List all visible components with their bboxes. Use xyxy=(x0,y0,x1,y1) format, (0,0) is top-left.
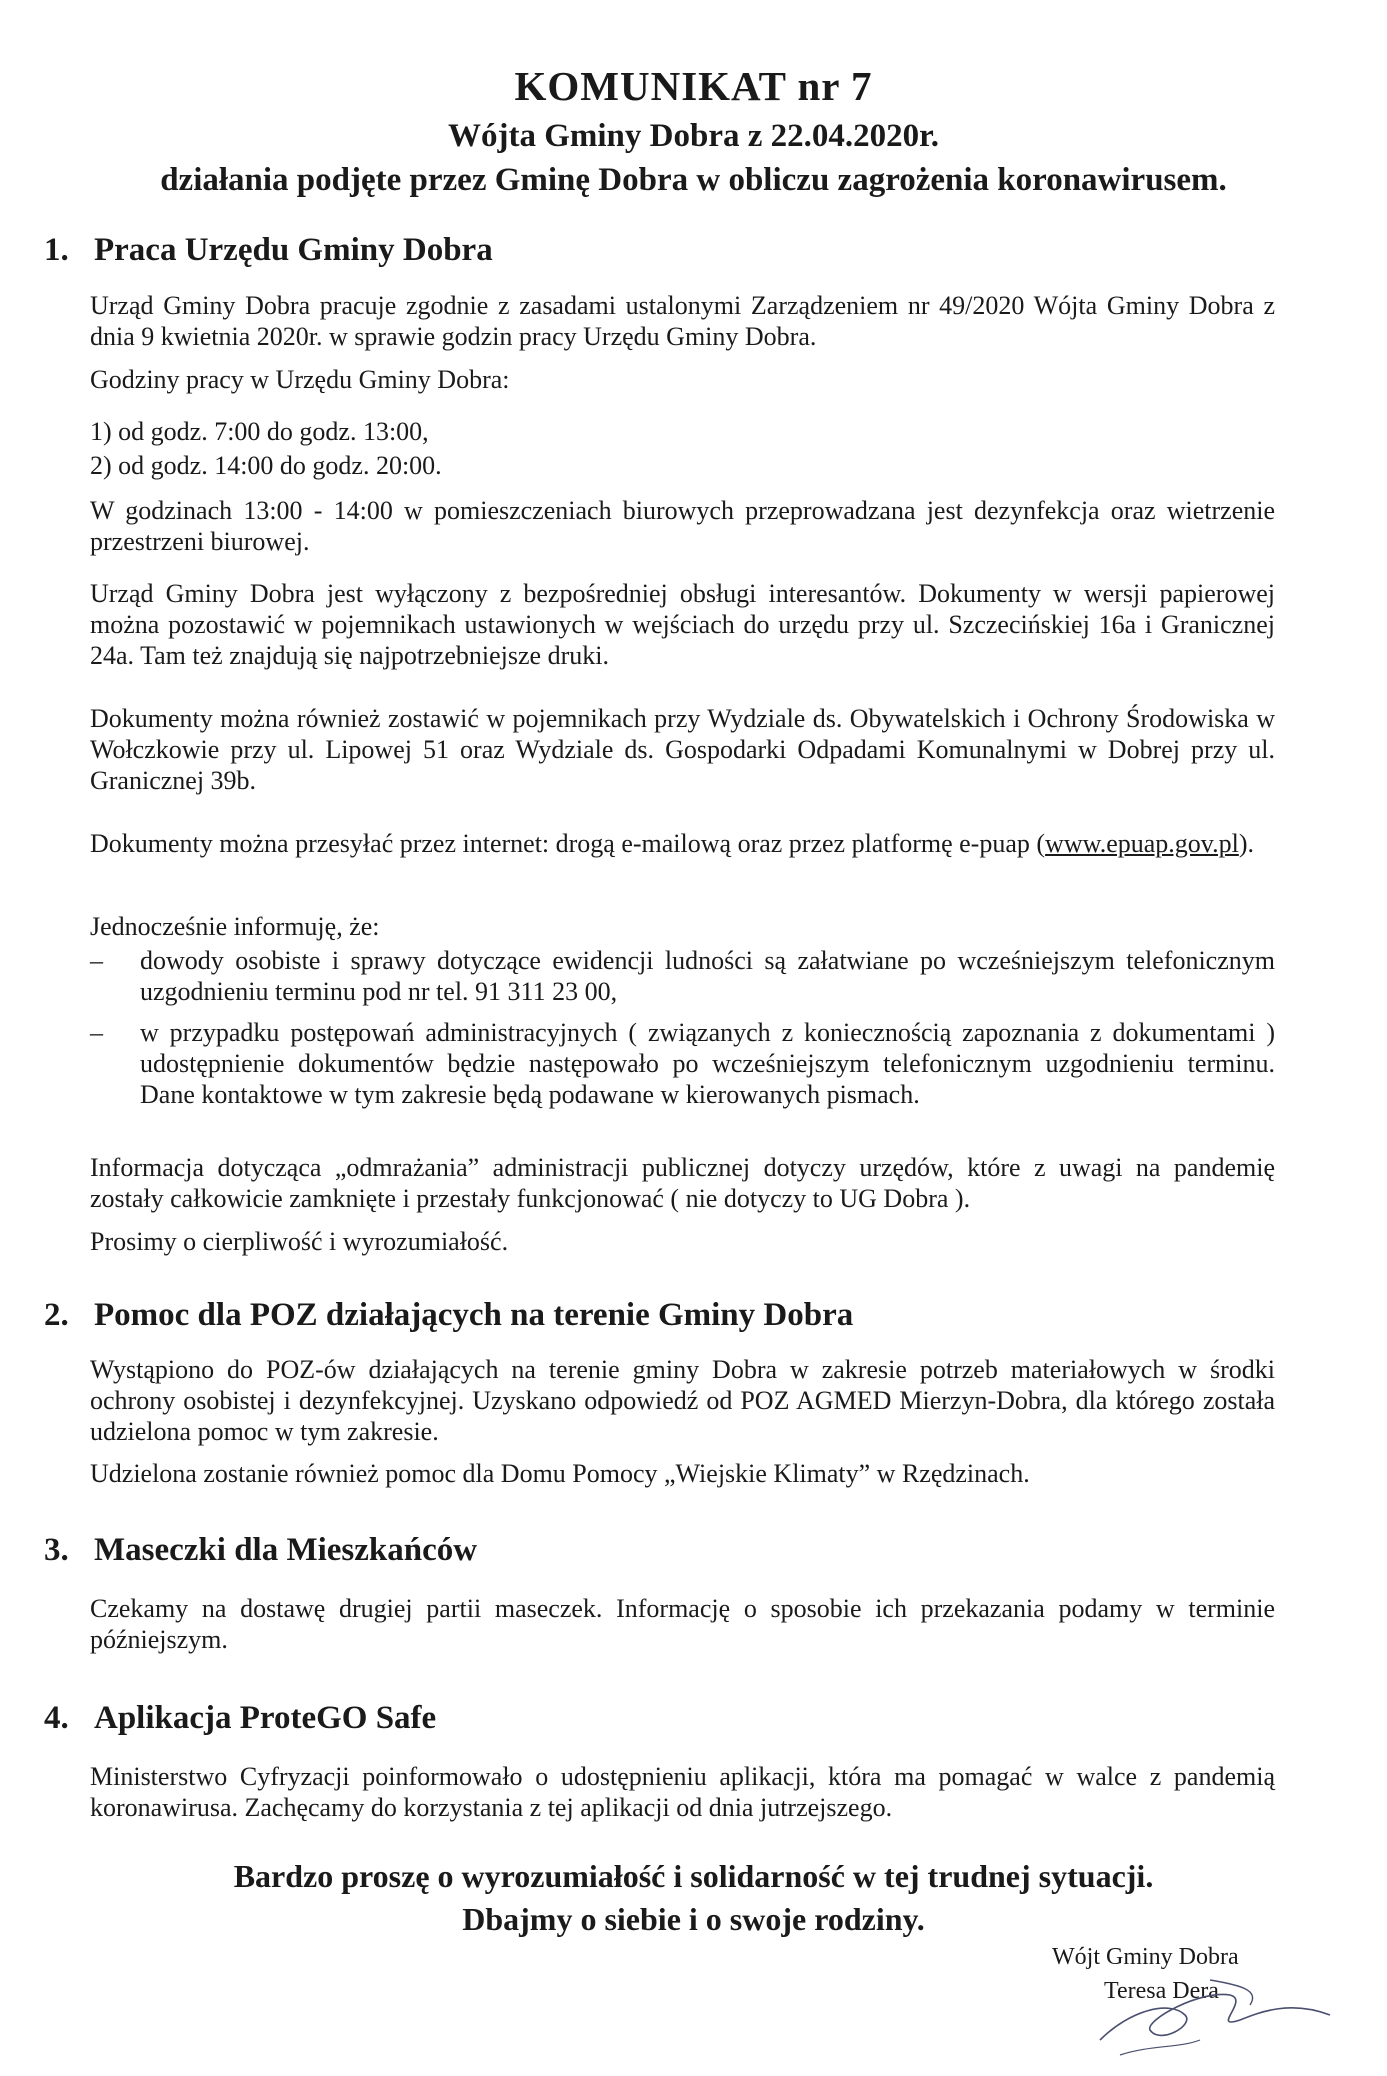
section-title: Maseczki dla Mieszkańców xyxy=(94,1532,478,1568)
section-2-body-2: Udzielona zostanie również pomoc dla Domu Pomocy „Wiejskie Klimaty” w Rzędzinach. xyxy=(90,1459,1030,1488)
section-title: Pomoc dla POZ działających na terenie Gminy Dobra xyxy=(94,1297,854,1333)
section-4-heading xyxy=(44,1700,436,1737)
disinfection-paragraph: W godzinach 13:00 - 14:00 w pomieszczeniach biurowych przeprowadzana jest dezynfekcja oraz wietrzenie przestrzeni biurowej. xyxy=(90,496,1275,556)
hours-label: Godziny pracy w Urzędu Gminy Dobra: xyxy=(90,365,510,394)
section-title: Aplikacja ProteGO Safe xyxy=(94,1700,437,1736)
list-item-text: dowody osobiste i sprawy dotyczące ewidencji ludności są załatwiane po wcześniejszym telefonicznym uzgodnieniu terminu pod nr tel. 91 311 23 00, xyxy=(140,946,1275,1006)
internet-text-end: ). xyxy=(1238,829,1254,858)
signature-role: Wójt Gminy Dobra xyxy=(1052,1944,1239,1970)
dash-bullet: – xyxy=(90,946,103,975)
section-3-body: Czekamy na dostawę drugiej partii maseczek. Informację o sposobie ich przekazania podamy w terminie późniejszym. xyxy=(90,1594,1275,1654)
section-number: 2. xyxy=(44,1297,69,1333)
list-item xyxy=(90,945,1275,1007)
handwritten-signature xyxy=(1090,1960,1360,2060)
section-1-intro: Urząd Gminy Dobra pracuje zgodnie z zasadami ustalonymi Zarządzeniem nr 49/2020 Wójta Gminy Dobra z dnia 9 kwietnia 2020r. w sprawie godzin pracy Urzędu Gminy Dobra. xyxy=(90,291,1275,351)
section-3-heading xyxy=(44,1532,477,1569)
inform-label: Jednocześnie informuję, że: xyxy=(90,912,380,941)
section-2-heading xyxy=(44,1297,853,1334)
hours-line-2: 2) od godz. 14:00 do godz. 20:00. xyxy=(90,451,442,480)
section-number: 1. xyxy=(44,232,69,268)
section-number: 4. xyxy=(44,1700,69,1736)
list-item-text: w przypadku postępowań administracyjnych ( związanych z koniecznością zapoznania z dokumentami ) udostępnienie dokumentów będzie następowało po wcześniejszym telefonicznym uzgodnieniu terminu. Dane kontaktowe w tym zakresie będą podawane w kierowanych pismach. xyxy=(140,1018,1275,1109)
hours-line-1: 1) od godz. 7:00 do godz. 13:00, xyxy=(90,417,429,446)
signature-name: Teresa Dera xyxy=(1104,1978,1219,2004)
patience-line: Prosimy o cierpliwość i wyrozumiałość. xyxy=(90,1227,509,1256)
internet-text: Dokumenty można przesyłać przez internet: drogą e-mailową oraz przez platformę e-puap ( xyxy=(90,829,1046,858)
no-service-paragraph: Urząd Gminy Dobra jest wyłączony z bezpośredniej obsługi interesantów. Dokumenty w wersji papierowej można pozostawić w pojemnikach ustawionych w wejściach do urzędu przy ul. Szczecińskiej 16a i Granicznej 24a. Tam też znajdują się najpotrzebniejsze druki. xyxy=(90,579,1275,670)
closing-line-1: Bardzo proszę o wyrozumiałość i solidarność w tej trudnej sytuacji. xyxy=(233,1858,1154,1894)
closing-line-2: Dbajmy o siebie i o swoje rodziny. xyxy=(462,1901,925,1937)
section-title: Praca Urzędu Gminy Dobra xyxy=(94,232,493,268)
list-item xyxy=(90,1017,1275,1110)
document-subtitle: Wójta Gminy Dobra z 22.04.2020r. xyxy=(447,118,939,154)
dash-bullet: – xyxy=(90,1018,103,1047)
unfreeze-paragraph: Informacja dotycząca „odmrażania” administracji publicznej dotyczy urzędów, które z uwagi na pandemię zostały całkowicie zamknięte i przestały funkcjonować ( nie dotyczy to UG Dobra ). xyxy=(90,1153,1275,1213)
boxes-paragraph: Dokumenty można również zostawić w pojemnikach przy Wydziale ds. Obywatelskich i Ochrony Środowiska w Wołczkowie przy ul. Lipowej 51 oraz Wydziale ds. Gospodarki Odpadami Komunalnymi w Dobrej przy ul. Granicznej 39b. xyxy=(90,704,1275,795)
internet-paragraph xyxy=(90,828,1275,859)
document-title: KOMUNIKAT nr 7 xyxy=(514,63,873,109)
section-number: 3. xyxy=(44,1532,69,1568)
section-1-heading xyxy=(44,232,493,269)
document-subtitle-2: działania podjęte przez Gminę Dobra w obliczu zagrożenia koronawirusem. xyxy=(160,162,1227,198)
epuap-link[interactable]: www.epuap.gov.pl xyxy=(1045,829,1239,858)
section-2-body: Wystąpiono do POZ-ów działających na terenie gminy Dobra w zakresie potrzeb materiałowych w środki ochrony osobistej i dezynfekcyjnej. Uzyskano odpowiedź od POZ AGMED Mierzyn-Dobra, dla którego została udzielona pomoc w tym zakresie. xyxy=(90,1355,1275,1446)
section-4-body: Ministerstwo Cyfryzacji poinformowało o udostępnieniu aplikacji, która ma pomagać w walce z pandemią koronawirusa. Zachęcamy do korzystania z tej aplikacji od dnia jutrzejszego. xyxy=(90,1762,1275,1822)
